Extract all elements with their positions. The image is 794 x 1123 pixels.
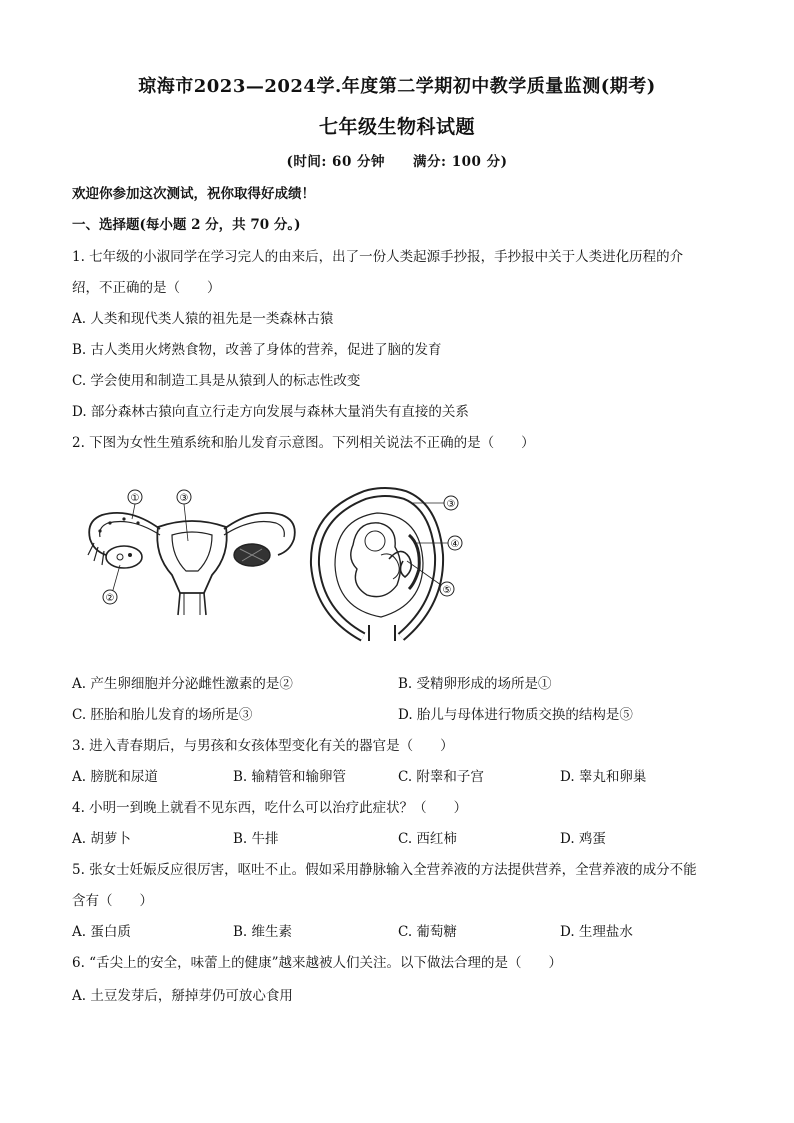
female-reproductive-diagram [80, 485, 305, 625]
q3-option-d: D. 睾丸和卵巢 [560, 769, 647, 785]
q4-option-a: A. 胡萝卜 [72, 831, 131, 847]
diagram-label-1: ① [130, 493, 140, 504]
exam-title: 琼海市2023—2024学.年度第二学期初中教学质量监测(期考) [138, 76, 656, 97]
diagram-label-3b: ③ [446, 499, 456, 510]
q1-option-a: A. 人类和现代类人猿的祖先是一类森林古猿 [72, 311, 334, 327]
q5-option-a: A. 蛋白质 [72, 924, 131, 940]
q2-option-a: A. 产生卵细胞并分泌雌性激素的是② [72, 676, 293, 692]
exam-time-score [0, 150, 794, 170]
diagram-label-4: ④ [450, 539, 460, 550]
q5-option-b: B. 维生素 [233, 924, 293, 940]
fetus-development-diagram [305, 485, 465, 645]
q2-option-d: D. 胎儿与母体进行物质交换的结构是⑤ [398, 707, 633, 723]
q6-stem: 6. “舌尖上的安全，味蕾上的健康”越来越被人们关注。以下做法合理的是（ ） [72, 955, 562, 971]
q3-stem: 3. 进入青春期后，与男孩和女孩体型变化有关的器官是（ ） [72, 738, 454, 754]
q4-option-d: D. 鸡蛋 [560, 831, 606, 847]
q6-option-a: A. 土豆发芽后，掰掉芽仍可放心食用 [72, 988, 293, 1004]
q2-stem: 2. 下图为女性生殖系统和胎儿发育示意图。下列相关说法不正确的是（ ） [72, 435, 535, 451]
diagram-label-5: ⑤ [442, 585, 452, 596]
greeting: 欢迎你参加这次测试，祝你取得好成绩！ [72, 186, 315, 202]
q2-option-c: C. 胚胎和胎儿发育的场所是③ [72, 707, 253, 723]
q3-option-b: B. 输精管和输卵管 [233, 769, 347, 785]
exam-score: 满分: 100 分) [413, 154, 508, 170]
section-heading: 一、选择题(每小题 2 分，共 70 分。) [72, 217, 301, 233]
q5-option-c: C. 葡萄糖 [398, 924, 457, 940]
diagram-label-3a: ③ [179, 493, 189, 504]
q4-option-b: B. 牛排 [233, 831, 279, 847]
diagram-label-2: ② [105, 593, 115, 604]
q1-stem-line2: 绍，不正确的是（ ） [72, 280, 221, 296]
q1-stem-line1: 1. 七年级的小淑同学在学习完人的由来后，出了一份人类起源手抄报，手抄报中关于人类进化历程的介 [72, 249, 684, 265]
q3-option-c: C. 附睾和子宫 [398, 769, 484, 785]
q5-stem-line2: 含有（ ） [72, 893, 153, 909]
q5-stem-line1: 5. 张女士妊娠反应很厉害，呕吐不止。假如采用静脉输入全营养液的方法提供营养，全营养液的成分不能 [72, 862, 697, 878]
q4-option-c: C. 西红柿 [398, 831, 457, 847]
q4-stem: 4. 小明一到晚上就看不见东西，吃什么可以治疗此症状？（ ） [72, 800, 468, 816]
q2-option-b: B. 受精卵形成的场所是① [398, 676, 552, 692]
q1-option-b: B. 古人类用火烤熟食物，改善了身体的营养，促进了脑的发育 [72, 342, 442, 358]
q5-option-d: D. 生理盐水 [560, 924, 633, 940]
q1-option-d: D. 部分森林古猿向直立行走方向发展与森林大量消失有直接的关系 [72, 404, 469, 420]
exam-time: (时间: 60 分钟 [286, 154, 386, 170]
exam-subtitle: 七年级生物科试题 [318, 116, 475, 138]
q3-option-a: A. 膀胱和尿道 [72, 769, 158, 785]
q1-option-c: C. 学会使用和制造工具是从猿到人的标志性改变 [72, 373, 361, 389]
